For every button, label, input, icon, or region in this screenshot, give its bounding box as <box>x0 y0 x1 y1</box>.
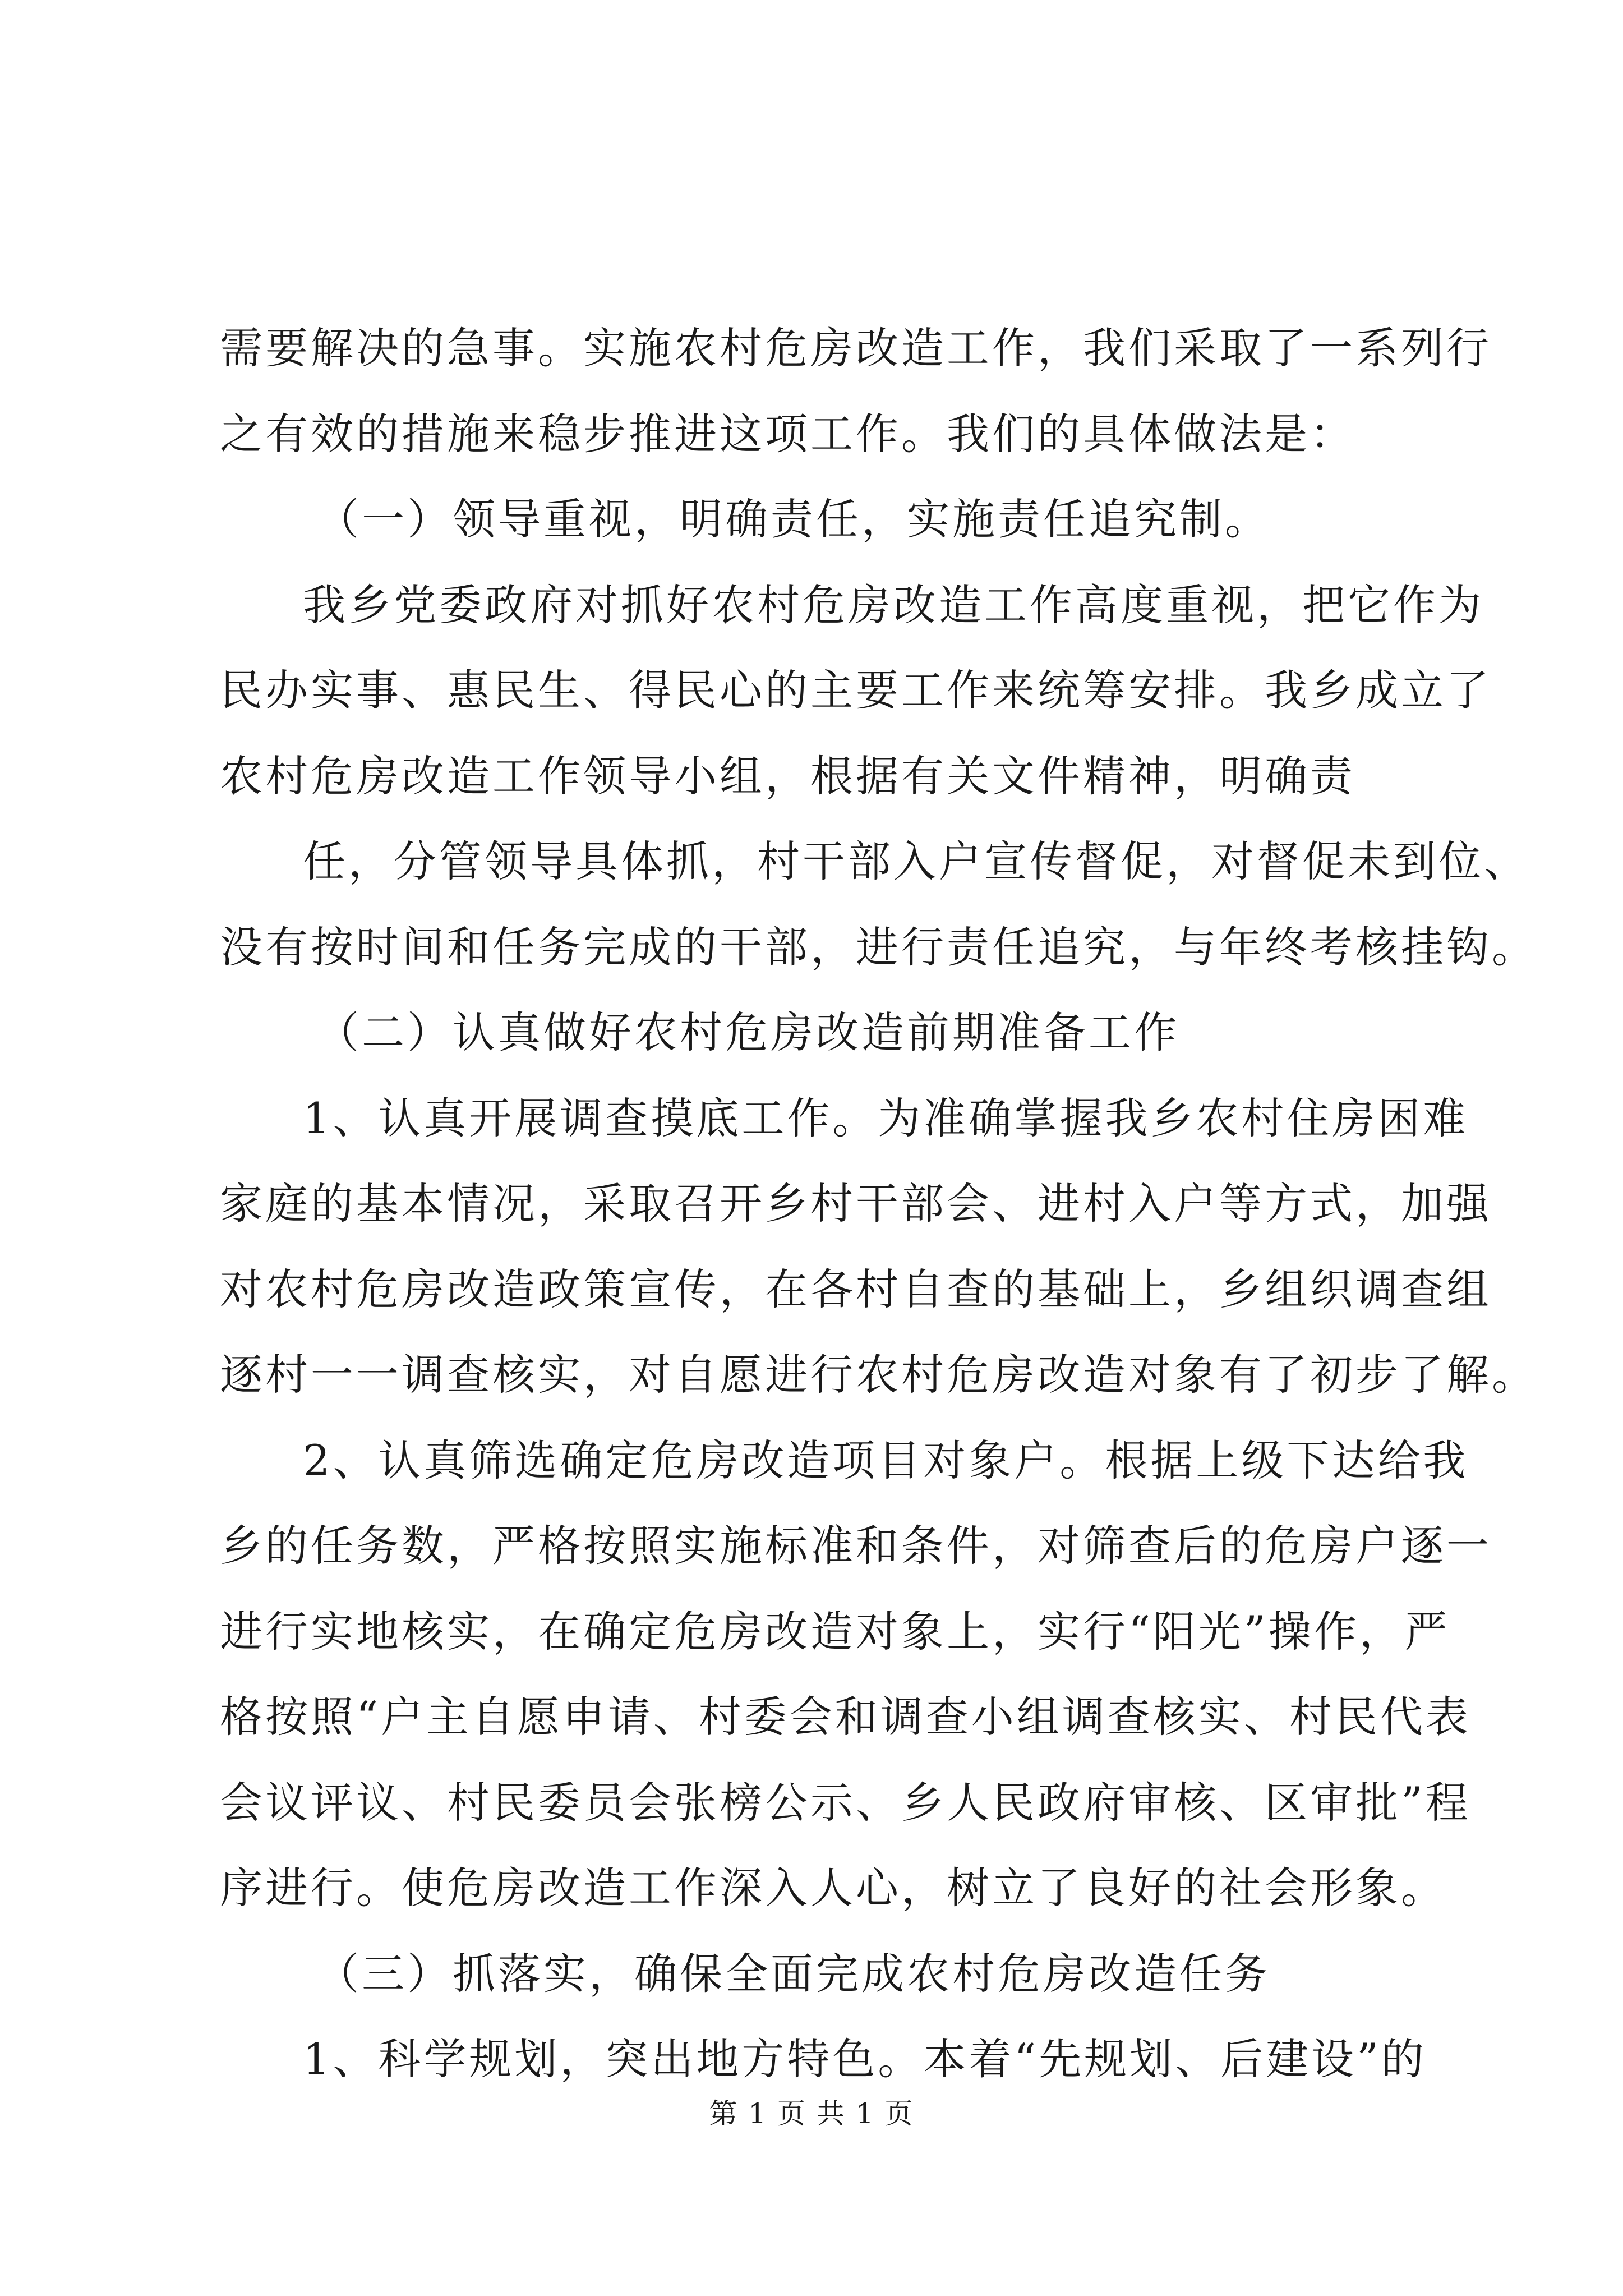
text-line: 民办实事、惠民生、得民心的主要工作来统筹安排。我乡成立了 <box>220 665 1492 715</box>
text-line: 需要解决的急事。实施农村危房改造工作，我们采取了一系列行 <box>220 323 1492 373</box>
section-heading-3: （三）抓落实，确保全面完成农村危房改造任务 <box>316 1948 1270 1999</box>
section-heading-1: （一）领导重视，明确责任，实施责任追究制。 <box>316 494 1270 544</box>
text-line: 序进行。使危房改造工作深入人心，树立了良好的社会形象。 <box>220 1863 1446 1913</box>
document-body <box>220 306 1537 2102</box>
text-line: 家庭的基本情况，采取召开乡村干部会、进村入户等方式，加强 <box>220 1179 1492 1228</box>
text-line: 1、认真开展调查摸底工作。为准确掌握我乡农村住房困难 <box>303 1093 1469 1143</box>
text-line: 2、认真筛选确定危房改造项目对象户。根据上级下达给我 <box>303 1435 1469 1485</box>
text-line: 逐村一一调查核实，对自愿进行农村危房改造对象有了初步了解。 <box>220 1350 1537 1400</box>
text-line: 任，分管领导具体抓，村干部入户宣传督促，对督促未到位、 <box>303 836 1529 886</box>
text-line: 没有按时间和任务完成的干部，进行责任追究，与年终考核挂钩。 <box>220 922 1537 972</box>
page-number-footer: 第 1 页 共 1 页 <box>709 2097 914 2130</box>
text-line: 我乡党委政府对抓好农村危房改造工作高度重视，把它作为 <box>303 579 1484 630</box>
text-line: 乡的任务数，严格按照实施标准和条件，对筛查后的危房户逐一 <box>220 1521 1492 1571</box>
text-line: 格按照“户主自愿申请、村委会和调查小组调查核实、村民代表 <box>220 1692 1471 1742</box>
text-line: 之有效的措施来稳步推进这项工作。我们的具体做法是： <box>220 408 1355 459</box>
section-heading-2: （二）认真做好农村危房改造前期准备工作 <box>316 1007 1179 1057</box>
text-line: 会议评议、村民委员会张榜公示、乡人民政府审核、区审批”程 <box>220 1777 1471 1828</box>
text-line: 进行实地核实，在确定危房改造对象上，实行“阳光”操作，严 <box>220 1606 1450 1657</box>
text-line: 农村危房改造工作领导小组，根据有关文件精神，明确责 <box>220 751 1355 801</box>
text-line: 1、科学规划，突出地方特色。本着“先规划、后建设”的 <box>303 2034 1427 2084</box>
text-line: 对农村危房改造政策宣传，在各村自查的基础上，乡组织调查组 <box>220 1264 1492 1314</box>
